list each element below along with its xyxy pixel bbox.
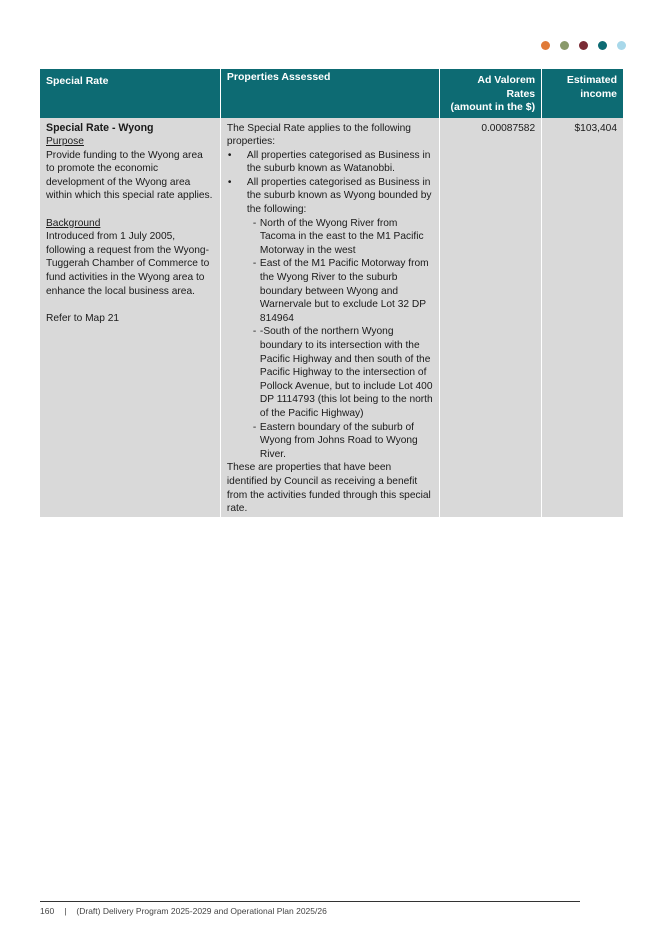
table-header-row — [40, 69, 623, 118]
list-item: - Eastern boundary of the suburb of Wyong from Johns Road to Wyong River. — [227, 421, 433, 462]
rate-name: Special Rate - Wyong — [46, 121, 154, 134]
light-blue-dot-icon — [617, 41, 626, 50]
list-item — [227, 176, 433, 217]
ad-valorem-rate-value: 0.00087582 — [439, 118, 541, 517]
header-estimated-line2: income — [580, 87, 617, 100]
maroon-dot-icon — [579, 41, 588, 50]
purpose-text: Provide funding to the Wyong area to promote the economic development of the Wyong area within which this special rate applies. — [46, 149, 213, 202]
properties-assessed-cell — [220, 118, 439, 517]
boundary-dash-list — [227, 217, 433, 462]
background-text: Introduced from 1 July 2005, following a request from the Wyong-Tuggerah Chamber of Commerce to fund activities in the Wyong area to enhance the local business area. — [46, 231, 210, 297]
header-ad-valorem-line1: Ad Valorem Rates — [477, 74, 536, 100]
page-number: 160 — [40, 906, 55, 916]
olive-dot-icon — [560, 41, 569, 50]
header-properties-assessed: Properties Assessed — [220, 69, 439, 118]
estimated-income-value: $103,404 — [542, 118, 623, 517]
footer-divider — [40, 901, 580, 902]
purpose-heading: Purpose — [46, 136, 84, 148]
properties-intro: The Special Rate applies to the following properties: — [226, 122, 411, 148]
teal-dot-icon — [598, 41, 607, 50]
list-item: - North of the Wyong River from Tacoma in the east to the M1 Pacific Motorway in the west — [227, 217, 433, 258]
bullet-2-text: All properties categorised as Business in the suburb known as Wyong bounded by the following: — [246, 176, 432, 216]
properties-outro: These are properties that have been identified by Council as receiving a benefit from the activities funded through this special rate. — [226, 462, 431, 515]
header-ad-valorem-line2: (amount in the $) — [450, 101, 536, 113]
orange-dot-icon — [541, 41, 550, 50]
property-bullet-list — [227, 149, 433, 217]
background-heading: Background — [46, 217, 101, 229]
header-ad-valorem-rates — [439, 69, 541, 118]
header-estimated-line1: Estimated — [566, 74, 617, 86]
special-rate-cell — [40, 118, 220, 517]
page-footer — [40, 906, 327, 916]
special-rate-table — [40, 69, 623, 517]
header-special-rate: Special Rate — [40, 69, 220, 118]
map-reference: Refer to Map 21 — [46, 312, 120, 324]
decorative-dots — [541, 41, 626, 50]
list-item: • All properties categorised as Business in the suburb known as Watanobbi. — [227, 149, 433, 176]
list-item: - -South of the northern Wyong boundary to its intersection with the Pacific Highway and then south of the Pacific Highway to the intersection of Pollock Avenue, but to include Lot 400 DP 1114793 (this lot being to the north of the Pacific Highway) — [227, 325, 433, 420]
document-title: (Draft) Delivery Program 2025-2029 and Operational Plan 2025/26 — [76, 906, 327, 916]
header-estimated-income — [542, 69, 623, 118]
footer-separator: | — [64, 906, 67, 916]
list-item: - East of the M1 Pacific Motorway from the Wyong River to the suburb boundary between Wyong and Warnervale but to exclude Lot 32 DP 814964 — [227, 257, 433, 325]
table-row — [40, 118, 623, 517]
